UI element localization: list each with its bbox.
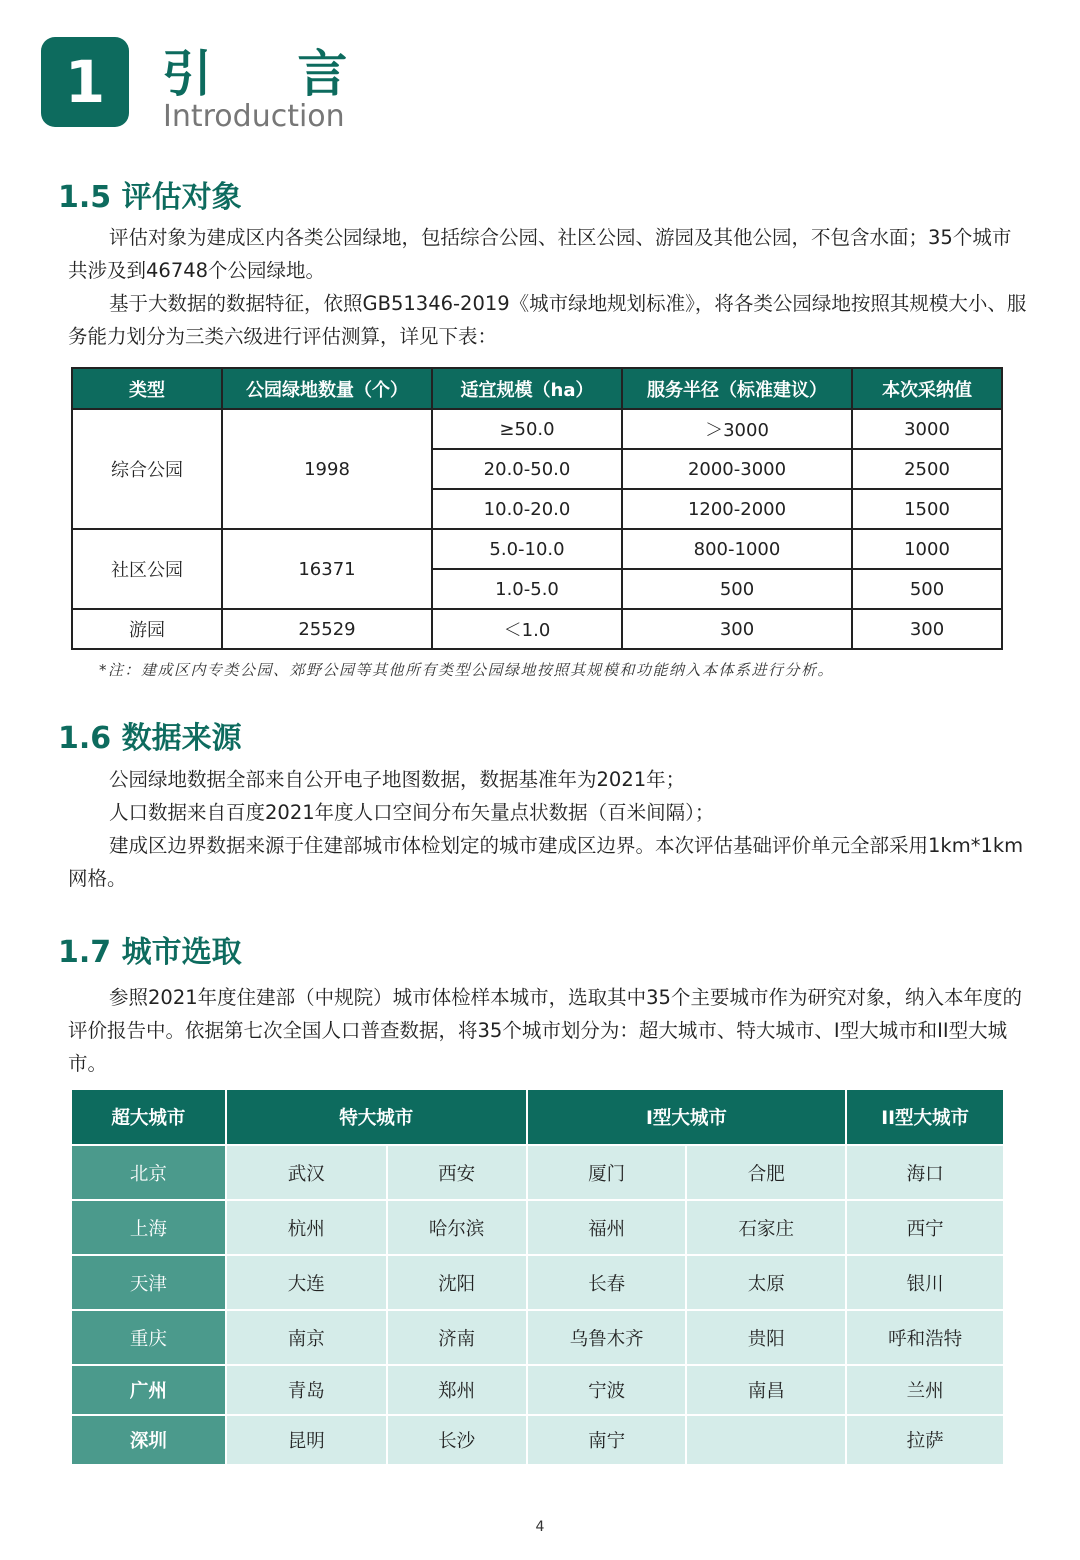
table-cell: 1000: [852, 529, 1002, 569]
section-heading-1-6: 1.6 数据来源: [58, 721, 242, 756]
table-cell: 800-1000: [622, 529, 852, 569]
table-cell: 500: [852, 569, 1002, 609]
city-tier-table: [72, 1090, 1003, 1466]
city-cell: 太原: [686, 1255, 846, 1310]
column-header: II型大城市: [846, 1090, 1003, 1145]
megacity-cell: 深圳: [72, 1415, 226, 1465]
table-cell: 3000: [852, 409, 1002, 449]
city-cell: [686, 1415, 846, 1465]
table-cell: ＜1.0: [432, 609, 622, 649]
table-header-row: [72, 368, 1002, 409]
city-cell: 武汉: [226, 1145, 387, 1200]
table-cell: 2000-3000: [622, 449, 852, 489]
table-cell: 5.0-10.0: [432, 529, 622, 569]
table-row: [72, 609, 1002, 649]
table-row: [72, 1310, 1003, 1365]
city-cell: 青岛: [226, 1365, 387, 1415]
park-type-cell: 社区公园: [72, 529, 222, 609]
city-cell: 昆明: [226, 1415, 387, 1465]
city-cell: 乌鲁木齐: [527, 1310, 687, 1365]
paragraph: 参照2021年度住建部（中规院）城市体检样本城市，选取其中35个主要城市作为研究对象，纳入本年度的评价报告中。依据第七次全国人口普查数据，将35个城市划分为：超大城市、特大城市、I型大城市和II型大城市。: [68, 986, 1022, 1075]
column-header: 服务半径（标准建议）: [622, 368, 852, 409]
table-row: [72, 409, 1002, 449]
table-cell: 10.0-20.0: [432, 489, 622, 529]
column-header: 公园绿地数量（个）: [222, 368, 432, 409]
city-cell: 银川: [846, 1255, 1003, 1310]
table-cell: 300: [622, 609, 852, 649]
city-cell: 杭州: [226, 1200, 387, 1255]
table-footnote: *注：建成区内专类公园、郊野公园等其他所有类型公园绿地按照其规模和功能纳入本体系进行分析。: [99, 661, 835, 679]
city-cell: 呼和浩特: [846, 1310, 1003, 1365]
column-header: I型大城市: [527, 1090, 846, 1145]
section-heading-1-7: 1.7 城市选取: [58, 935, 242, 970]
table-cell: 1500: [852, 489, 1002, 529]
city-cell: 拉萨: [846, 1415, 1003, 1465]
city-cell: 长沙: [387, 1415, 527, 1465]
table-row: [72, 1145, 1003, 1200]
table-cell: 2500: [852, 449, 1002, 489]
chapter-subtitle: Introduction: [163, 99, 345, 134]
city-cell: 南京: [226, 1310, 387, 1365]
table-row: [72, 529, 1002, 569]
city-cell: 兰州: [846, 1365, 1003, 1415]
paragraph: 公园绿地数据全部来自公开电子地图数据，数据基准年为2021年；: [109, 768, 686, 791]
city-cell: 厦门: [527, 1145, 687, 1200]
section-1-6-body: [68, 763, 1028, 895]
table-cell: 20.0-50.0: [432, 449, 622, 489]
park-classification-table: [71, 367, 1003, 650]
park-count-cell: 25529: [222, 609, 432, 649]
megacity-cell: 广州: [72, 1365, 226, 1415]
city-cell: 西安: [387, 1145, 527, 1200]
column-header: 适宜规模（ha）: [432, 368, 622, 409]
city-cell: 西宁: [846, 1200, 1003, 1255]
megacity-cell: 上海: [72, 1200, 226, 1255]
chapter-number-badge: 1: [41, 37, 129, 127]
city-cell: 济南: [387, 1310, 527, 1365]
megacity-cell: 重庆: [72, 1310, 226, 1365]
megacity-cell: 天津: [72, 1255, 226, 1310]
chapter-title: 引 言: [162, 45, 382, 103]
table-cell: 500: [622, 569, 852, 609]
section-1-5-body: [68, 221, 1028, 353]
paragraph: 建成区边界数据来源于住建部城市体检划定的城市建成区边界。本次评估基础评价单元全部采用1km*1km网格。: [68, 834, 1024, 890]
table-header-row: [72, 1090, 1003, 1145]
paragraph: 评估对象为建成区内各类公园绿地，包括综合公园、社区公园、游园及其他公园，不包含水面；35个城市共涉及到46748个公园绿地。: [68, 226, 1012, 282]
city-cell: 南宁: [527, 1415, 687, 1465]
city-cell: 沈阳: [387, 1255, 527, 1310]
city-cell: 哈尔滨: [387, 1200, 527, 1255]
city-cell: 贵阳: [686, 1310, 846, 1365]
park-type-cell: 游园: [72, 609, 222, 649]
park-type-cell: 综合公园: [72, 409, 222, 529]
page-number: 4: [535, 1519, 545, 1535]
city-cell: 宁波: [527, 1365, 687, 1415]
column-header: 超大城市: [72, 1090, 226, 1145]
city-cell: 石家庄: [686, 1200, 846, 1255]
table-cell: 300: [852, 609, 1002, 649]
table-row: [72, 1200, 1003, 1255]
table-row: [72, 1415, 1003, 1465]
table-cell: ＞3000: [622, 409, 852, 449]
park-count-cell: 1998: [222, 409, 432, 529]
city-cell: 长春: [527, 1255, 687, 1310]
paragraph: 基于大数据的数据特征，依照GB51346-2019《城市绿地规划标准》，将各类公园绿地按照其规模大小、服务能力划分为三类六级进行评估测算，详见下表：: [68, 292, 1027, 348]
city-cell: 合肥: [686, 1145, 846, 1200]
city-cell: 海口: [846, 1145, 1003, 1200]
park-count-cell: 16371: [222, 529, 432, 609]
table-cell: ≥50.0: [432, 409, 622, 449]
section-1-7-body: [68, 981, 1028, 1080]
section-heading-1-5: 1.5 评估对象: [58, 180, 242, 215]
column-header: 类型: [72, 368, 222, 409]
table-row: [72, 1255, 1003, 1310]
table-cell: 1200-2000: [622, 489, 852, 529]
megacity-cell: 北京: [72, 1145, 226, 1200]
table-cell: 1.0-5.0: [432, 569, 622, 609]
column-header: 特大城市: [226, 1090, 527, 1145]
city-cell: 福州: [527, 1200, 687, 1255]
city-cell: 南昌: [686, 1365, 846, 1415]
column-header: 本次采纳值: [852, 368, 1002, 409]
paragraph: 人口数据来自百度2021年度人口空间分布矢量点状数据（百米间隔）；: [109, 801, 715, 824]
city-cell: 大连: [226, 1255, 387, 1310]
city-cell: 郑州: [387, 1365, 527, 1415]
table-row: [72, 1365, 1003, 1415]
